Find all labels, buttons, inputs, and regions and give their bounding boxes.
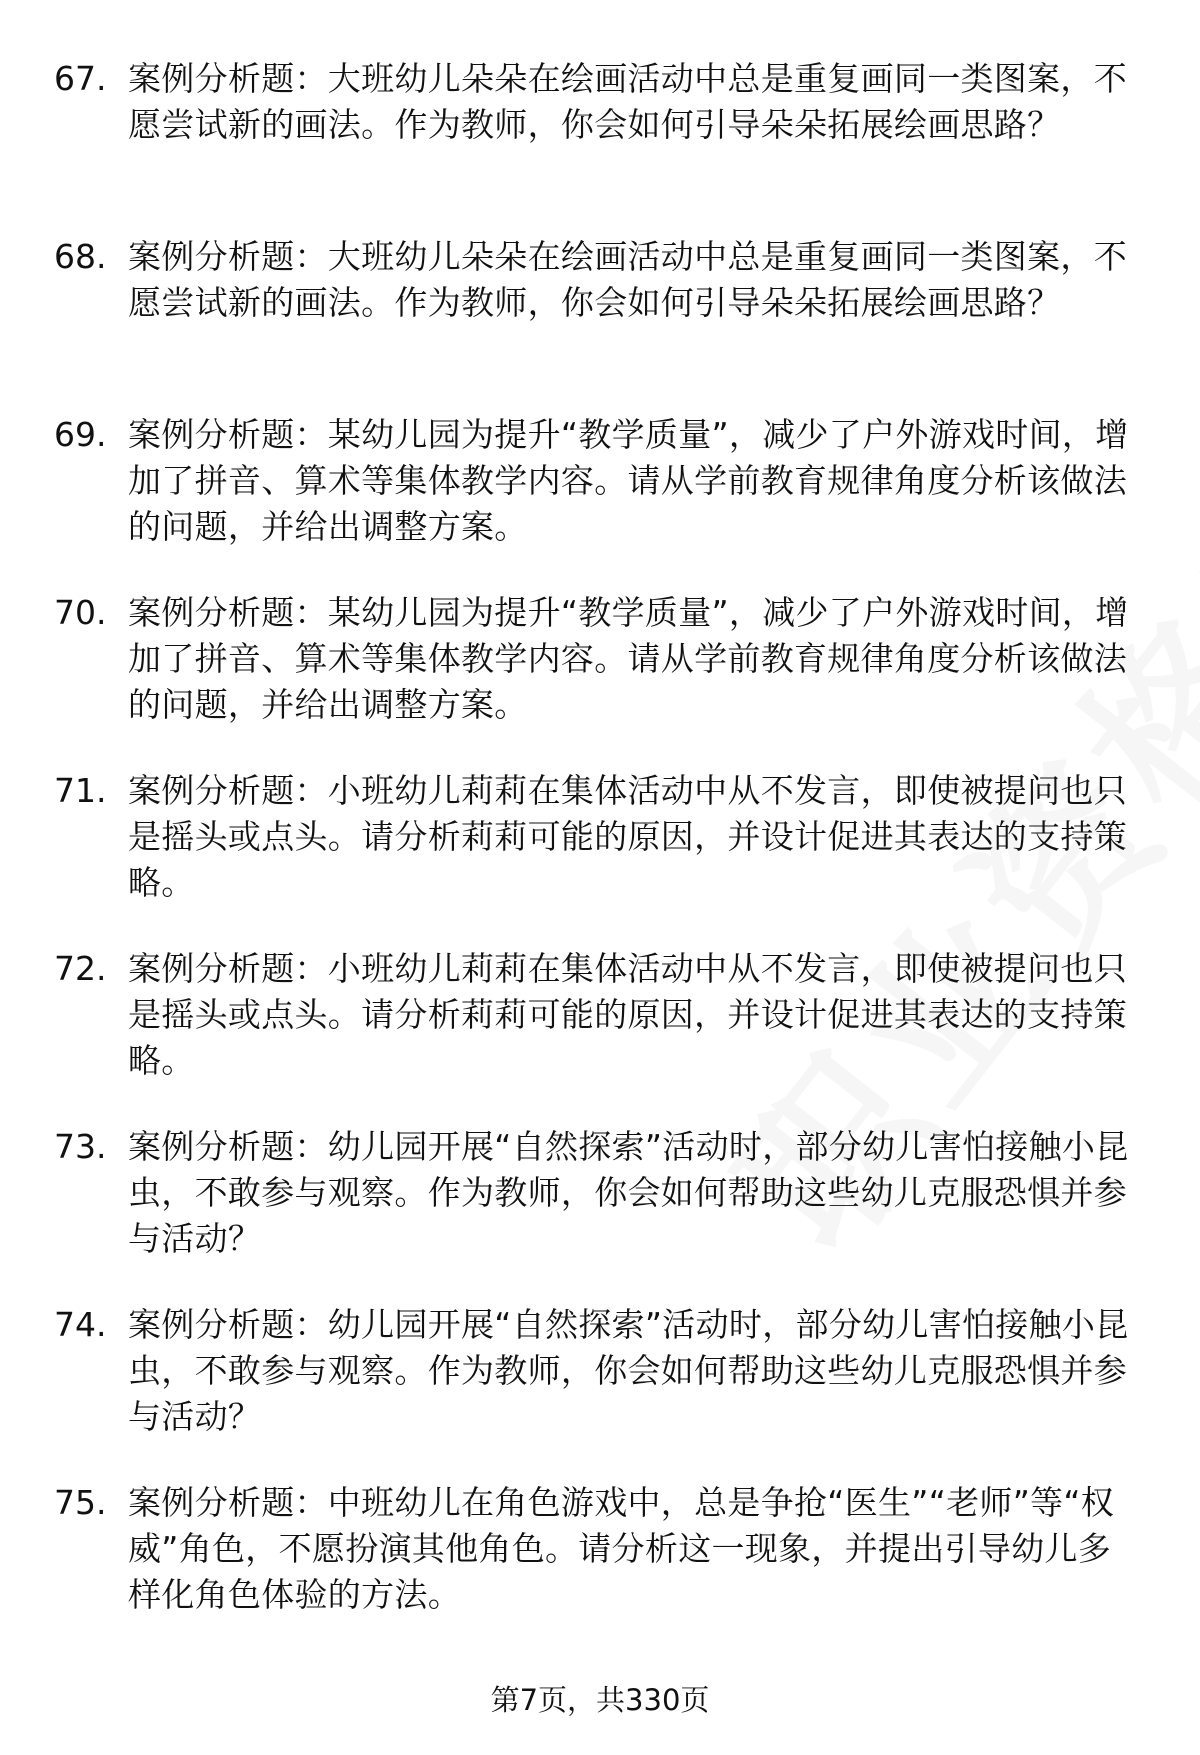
question-text: 案例分析题：中班幼儿在角色游戏中，总是争抢“医生”“老师”等“权威”角色，不愿扮演其他角色。请分析这一现象，并提出引导幼儿多样化角色体验的方法。 xyxy=(128,1483,1115,1614)
question-item xyxy=(0,1480,1200,1658)
question-item xyxy=(0,1124,1200,1302)
question-number: 74. xyxy=(54,1305,107,1344)
question-item xyxy=(0,1302,1200,1480)
question-number: 70. xyxy=(54,593,107,632)
question-item xyxy=(0,234,1200,412)
question-text: 案例分析题：大班幼儿朵朵在绘画活动中总是重复画同一类图案，不愿尝试新的画法。作为教师，你会如何引导朵朵拓展绘画思路？ xyxy=(128,59,1127,144)
question-number: 69. xyxy=(54,415,107,454)
question-item xyxy=(0,768,1200,946)
question-number: 71. xyxy=(54,771,107,810)
question-text: 案例分析题：某幼儿园为提升“教学质量”，减少了户外游戏时间，增加了拼音、算术等集体教学内容。请从学前教育规律角度分析该做法的问题，并给出调整方案。 xyxy=(128,415,1129,546)
question-item xyxy=(0,946,1200,1124)
question-text: 案例分析题：幼儿园开展“自然探索”活动时，部分幼儿害怕接触小昆虫，不敢参与观察。作为教师，你会如何帮助这些幼儿克服恐惧并参与活动？ xyxy=(128,1127,1129,1258)
question-item xyxy=(0,412,1200,590)
question-number: 72. xyxy=(54,949,107,988)
question-number: 73. xyxy=(54,1127,107,1166)
question-item xyxy=(0,56,1200,234)
question-text: 案例分析题：小班幼儿莉莉在集体活动中从不发言，即使被提问也只是摇头或点头。请分析莉莉可能的原因，并设计促进其表达的支持策略。 xyxy=(128,949,1127,1080)
question-number: 68. xyxy=(54,237,107,276)
question-item xyxy=(0,590,1200,768)
question-text: 案例分析题：某幼儿园为提升“教学质量”，减少了户外游戏时间，增加了拼音、算术等集体教学内容。请从学前教育规律角度分析该做法的问题，并给出调整方案。 xyxy=(128,593,1129,724)
question-number: 75. xyxy=(54,1483,107,1522)
question-number: 67. xyxy=(54,59,107,98)
question-text: 案例分析题：小班幼儿莉莉在集体活动中从不发言，即使被提问也只是摇头或点头。请分析莉莉可能的原因，并设计促进其表达的支持策略。 xyxy=(128,771,1127,902)
page-footer: 第7页，共330页 xyxy=(490,1683,710,1717)
question-list xyxy=(0,56,1200,1658)
question-text: 案例分析题：幼儿园开展“自然探索”活动时，部分幼儿害怕接触小昆虫，不敢参与观察。作为教师，你会如何帮助这些幼儿克服恐惧并参与活动？ xyxy=(128,1305,1129,1436)
question-text: 案例分析题：大班幼儿朵朵在绘画活动中总是重复画同一类图案，不愿尝试新的画法。作为教师，你会如何引导朵朵拓展绘画思路？ xyxy=(128,237,1127,322)
